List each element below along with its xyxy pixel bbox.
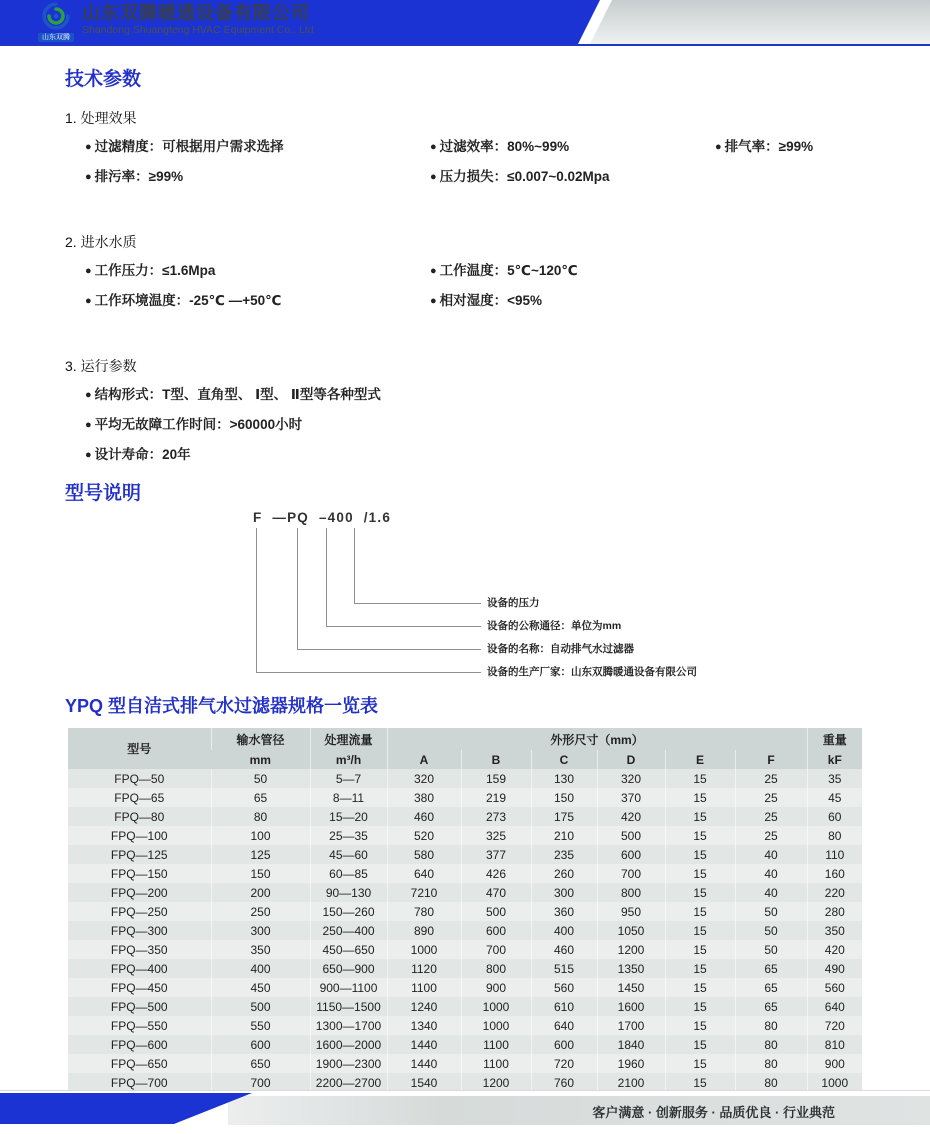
table-cell: 720 (531, 1054, 597, 1073)
table-cell: 900 (807, 1054, 862, 1073)
company-name-cn: 山东双腾暖通设备有限公司 (82, 3, 310, 23)
bullet-row (65, 290, 864, 312)
table-cell: 15 (665, 978, 735, 997)
label-nominal-diameter: 设备的公称通径：单位为mm (487, 620, 622, 632)
table-cell: 15 (665, 1073, 735, 1092)
table-row (68, 826, 862, 845)
table-cell: 650 (211, 1054, 310, 1073)
bullet-row (65, 444, 864, 466)
table-cell: FPQ—650 (68, 1054, 211, 1073)
table-row (68, 978, 862, 997)
diagram-connector-line (256, 528, 481, 673)
table-cell: 235 (531, 845, 597, 864)
table-row (68, 940, 862, 959)
table-cell: 1350 (597, 959, 665, 978)
table-cell: 15 (665, 1035, 735, 1054)
col-header-dim-e: E (665, 750, 735, 769)
table-row (68, 807, 862, 826)
table-cell: FPQ—700 (68, 1073, 211, 1092)
table-cell: 15 (665, 940, 735, 959)
table-cell: 800 (597, 883, 665, 902)
table-cell: 377 (461, 845, 531, 864)
col-header-dim-d: D (597, 750, 665, 769)
table-cell: 150 (531, 788, 597, 807)
col-header-weight: 重量 (807, 728, 862, 750)
spec-pressure-loss: ● 压力损失：≤0.007~0.02Mpa (430, 166, 715, 188)
table-cell: 400 (211, 959, 310, 978)
page-content (0, 68, 930, 1092)
table-row (68, 864, 862, 883)
table-cell: FPQ—250 (68, 902, 211, 921)
section-title-model-explain: 型号说明 (65, 483, 142, 504)
table-row (68, 769, 862, 788)
table-cell: FPQ—80 (68, 807, 211, 826)
label-device-pressure: 设备的压力 (487, 597, 540, 609)
table-cell: 460 (387, 807, 461, 826)
table-cell: 80 (735, 1073, 807, 1092)
header-gray-panel (582, 0, 930, 44)
table-cell: 400 (531, 921, 597, 940)
table-row (68, 902, 862, 921)
spec-structure-type: ● 结构形式：T型、直角型、 Ⅰ型、 Ⅱ型等各种型式 (85, 384, 381, 406)
table-cell: 40 (735, 845, 807, 864)
heading-operating-params: 3. 运行参数 (65, 358, 137, 374)
table-cell: 15 (665, 902, 735, 921)
table-cell: 700 (597, 864, 665, 883)
spec-relative-humidity: ● 相对湿度：<95% (430, 290, 715, 312)
spec-working-temperature: ● 工作温度：5℃~120℃ (430, 260, 715, 282)
table-cell: 950 (597, 902, 665, 921)
table-row (68, 1035, 862, 1054)
company-name-block (82, 3, 314, 37)
table-cell: 700 (461, 940, 531, 959)
table-cell: 45 (807, 788, 862, 807)
col-header-pipe: 输水管径 (211, 728, 310, 750)
table-cell: 760 (531, 1073, 597, 1092)
table-cell: 25 (735, 807, 807, 826)
table-cell: 260 (531, 864, 597, 883)
table-cell: 1840 (597, 1035, 665, 1054)
table-cell: 640 (531, 1016, 597, 1035)
table-cell: 100 (211, 826, 310, 845)
table-cell: 25—35 (310, 826, 387, 845)
table-cell: 1050 (597, 921, 665, 940)
table-cell: 130 (531, 769, 597, 788)
table-cell: 125 (211, 845, 310, 864)
table-cell: 220 (807, 883, 862, 902)
table-cell: 640 (387, 864, 461, 883)
table-cell: 300 (531, 883, 597, 902)
table-row (68, 1054, 862, 1073)
table-cell: 15—20 (310, 807, 387, 826)
table-cell: 175 (531, 807, 597, 826)
table-cell: 15 (665, 864, 735, 883)
table-cell: 500 (461, 902, 531, 921)
table-cell: 890 (387, 921, 461, 940)
table-cell: 1900—2300 (310, 1054, 387, 1073)
table-cell: 80 (735, 1016, 807, 1035)
table-cell: FPQ—400 (68, 959, 211, 978)
table-cell: 150—260 (310, 902, 387, 921)
table-cell: 426 (461, 864, 531, 883)
table-cell: FPQ—350 (68, 940, 211, 959)
table-cell: FPQ—150 (68, 864, 211, 883)
table-cell: 200 (211, 883, 310, 902)
footer-slogan: 客户满意 · 创新服务 · 品质优良 · 行业典范 (592, 1105, 835, 1120)
table-row (68, 959, 862, 978)
table-cell: 450—650 (310, 940, 387, 959)
table-cell: 250—400 (310, 921, 387, 940)
heading-processing-effect: 1. 处理效果 (65, 110, 137, 126)
col-header-flow-unit: m³/h (310, 750, 387, 769)
spec-exhaust-rate: ● 排气率：≥99% (715, 136, 864, 158)
table-cell: 720 (807, 1016, 862, 1035)
table-cell: 350 (807, 921, 862, 940)
col-header-dimensions-group: 外形尺寸（mm） (387, 728, 807, 750)
table-row (68, 921, 862, 940)
table-cell: 420 (807, 940, 862, 959)
table-cell: 25 (735, 788, 807, 807)
table-cell: 1300—1700 (310, 1016, 387, 1035)
col-header-dim-b: B (461, 750, 531, 769)
table-cell: 15 (665, 826, 735, 845)
table-cell: 360 (531, 902, 597, 921)
table-cell: 50 (211, 769, 310, 788)
table-cell: 380 (387, 788, 461, 807)
spec-filter-precision: ● 过滤精度：可根据用户需求选择 (85, 136, 430, 158)
table-cell: FPQ—550 (68, 1016, 211, 1035)
heading-inlet-water: 2. 进水水质 (65, 234, 137, 250)
table-cell: FPQ—600 (68, 1035, 211, 1054)
table-cell: 65 (735, 997, 807, 1016)
table-cell: 1000 (461, 1016, 531, 1035)
logo-swirl-icon (42, 17, 70, 34)
table-cell: 610 (531, 997, 597, 1016)
table-cell: 40 (735, 864, 807, 883)
table-cell: 2100 (597, 1073, 665, 1092)
table-cell: 600 (211, 1035, 310, 1054)
table-cell: 273 (461, 807, 531, 826)
table-cell: 35 (807, 769, 862, 788)
table-cell: 640 (807, 997, 862, 1016)
table-cell: 1340 (387, 1016, 461, 1035)
model-code-text: F —PQ –400 /1.6 (253, 510, 392, 525)
table-cell: 60—85 (310, 864, 387, 883)
table-cell: 1700 (597, 1016, 665, 1035)
col-header-pipe-unit: mm (211, 750, 310, 769)
table-cell: FPQ—200 (68, 883, 211, 902)
table-cell: 110 (807, 845, 862, 864)
table-cell: 810 (807, 1035, 862, 1054)
table-cell: 520 (387, 826, 461, 845)
table-cell: 15 (665, 1054, 735, 1073)
table-cell: 1450 (597, 978, 665, 997)
company-logo (38, 2, 74, 42)
table-cell: 25 (735, 826, 807, 845)
col-header-model: 型号 (68, 728, 211, 769)
col-header-flow: 处理流量 (310, 728, 387, 750)
table-cell: 600 (531, 1035, 597, 1054)
table-cell: 15 (665, 845, 735, 864)
table-cell: 15 (665, 921, 735, 940)
spec-design-life: ● 设计寿命：20年 (85, 444, 191, 466)
table-cell: 80 (807, 826, 862, 845)
table-cell: 1000 (807, 1073, 862, 1092)
spec-table-title: YPQ 型自洁式排气水过滤器规格一览表 (65, 696, 379, 716)
table-cell: 560 (807, 978, 862, 997)
table-cell: 320 (597, 769, 665, 788)
table-cell: 250 (211, 902, 310, 921)
table-cell: 15 (665, 1016, 735, 1035)
spec-working-pressure: ● 工作压力：≤1.6Mpa (85, 260, 430, 282)
table-cell: 90—130 (310, 883, 387, 902)
table-cell: 80 (211, 807, 310, 826)
table-cell: FPQ—125 (68, 845, 211, 864)
spec-table (68, 728, 862, 1092)
table-cell: FPQ—300 (68, 921, 211, 940)
label-device-name: 设备的名称：自动排气水过滤器 (487, 643, 634, 655)
table-cell: 470 (461, 883, 531, 902)
label-manufacturer: 设备的生产厂家：山东双腾暖通设备有限公司 (487, 666, 697, 678)
col-header-dim-a: A (387, 750, 461, 769)
table-cell: 160 (807, 864, 862, 883)
table-cell: FPQ—450 (68, 978, 211, 997)
table-cell: 900 (461, 978, 531, 997)
table-cell: 25 (735, 769, 807, 788)
table-row (68, 997, 862, 1016)
table-cell: 1960 (597, 1054, 665, 1073)
spec-table-head (68, 728, 862, 769)
col-header-weight-unit: kF (807, 750, 862, 769)
table-row (68, 788, 862, 807)
table-cell: 900—1100 (310, 978, 387, 997)
page-footer (0, 1090, 930, 1134)
table-cell: 15 (665, 883, 735, 902)
page-header (0, 0, 930, 46)
bullet-row (65, 384, 864, 406)
table-cell: 420 (597, 807, 665, 826)
table-cell: 280 (807, 902, 862, 921)
table-cell: 1100 (387, 978, 461, 997)
table-cell: 780 (387, 902, 461, 921)
table-cell: 1100 (461, 1054, 531, 1073)
table-cell: 15 (665, 997, 735, 1016)
table-cell: 65 (735, 959, 807, 978)
col-header-dim-f: F (735, 750, 807, 769)
table-cell: 7210 (387, 883, 461, 902)
table-cell: 1200 (597, 940, 665, 959)
table-cell: 1600—2000 (310, 1035, 387, 1054)
table-cell: 40 (735, 883, 807, 902)
table-cell: 219 (461, 788, 531, 807)
table-cell: 600 (597, 845, 665, 864)
bullet-row (65, 136, 864, 158)
table-cell: 450 (211, 978, 310, 997)
table-row (68, 883, 862, 902)
table-cell: 1600 (597, 997, 665, 1016)
table-cell: 490 (807, 959, 862, 978)
table-cell: 15 (665, 807, 735, 826)
table-cell: 150 (211, 864, 310, 883)
table-cell: 1100 (461, 1035, 531, 1054)
table-cell: 2200—2700 (310, 1073, 387, 1092)
col-header-dim-c: C (531, 750, 597, 769)
table-cell: 650—900 (310, 959, 387, 978)
table-cell: 65 (735, 978, 807, 997)
table-cell: 700 (211, 1073, 310, 1092)
table-cell: 350 (211, 940, 310, 959)
table-cell: 45—60 (310, 845, 387, 864)
table-cell: 1200 (461, 1073, 531, 1092)
spec-sewage-rate: ● 排污率：≥99% (85, 166, 430, 188)
table-cell: 370 (597, 788, 665, 807)
table-cell: 159 (461, 769, 531, 788)
table-cell: 1120 (387, 959, 461, 978)
table-cell: 515 (531, 959, 597, 978)
table-cell: 580 (387, 845, 461, 864)
table-cell: 65 (211, 788, 310, 807)
company-name-en: Shandong Shuangteng HVAC Equipment Co., Ltd (82, 24, 314, 36)
table-cell: 1240 (387, 997, 461, 1016)
table-cell: FPQ—50 (68, 769, 211, 788)
table-row (68, 1016, 862, 1035)
table-cell: 50 (735, 921, 807, 940)
table-cell: 1440 (387, 1054, 461, 1073)
section-title-tech-params: 技术参数 (65, 69, 142, 90)
table-cell: 600 (461, 921, 531, 940)
spec-ambient-temperature: ● 工作环境温度：-25℃ —+50℃ (85, 290, 430, 312)
table-cell: 50 (735, 902, 807, 921)
model-code-diagram (253, 510, 864, 682)
table-cell: 8—11 (310, 788, 387, 807)
bullet-row (65, 260, 864, 282)
table-cell: 1000 (461, 997, 531, 1016)
table-cell: FPQ—100 (68, 826, 211, 845)
spec-table-body (68, 769, 862, 1092)
spec-mtbf: ● 平均无故障工作时间：>60000小时 (85, 414, 302, 436)
table-cell: 15 (665, 959, 735, 978)
table-cell: 1000 (387, 940, 461, 959)
spec-filter-efficiency: ● 过滤效率：80%~99% (430, 136, 715, 158)
table-cell: 500 (211, 997, 310, 1016)
table-cell: 460 (531, 940, 597, 959)
table-cell: FPQ—65 (68, 788, 211, 807)
table-cell: 500 (597, 826, 665, 845)
table-cell: 1540 (387, 1073, 461, 1092)
bullet-row (65, 166, 864, 188)
table-cell: 320 (387, 769, 461, 788)
table-cell: FPQ—500 (68, 997, 211, 1016)
table-cell: 60 (807, 807, 862, 826)
table-cell: 1150—1500 (310, 997, 387, 1016)
table-row (68, 845, 862, 864)
table-cell: 15 (665, 769, 735, 788)
table-cell: 300 (211, 921, 310, 940)
table-cell: 15 (665, 788, 735, 807)
bullet-row (65, 414, 864, 436)
footer-blue-bar (0, 1093, 252, 1124)
table-cell: 50 (735, 940, 807, 959)
table-cell: 210 (531, 826, 597, 845)
table-cell: 325 (461, 826, 531, 845)
logo-caption: 山东双腾 (38, 33, 74, 42)
table-cell: 1440 (387, 1035, 461, 1054)
table-cell: 560 (531, 978, 597, 997)
table-cell: 5—7 (310, 769, 387, 788)
table-cell: 800 (461, 959, 531, 978)
table-cell: 80 (735, 1035, 807, 1054)
table-cell: 80 (735, 1054, 807, 1073)
table-cell: 550 (211, 1016, 310, 1035)
